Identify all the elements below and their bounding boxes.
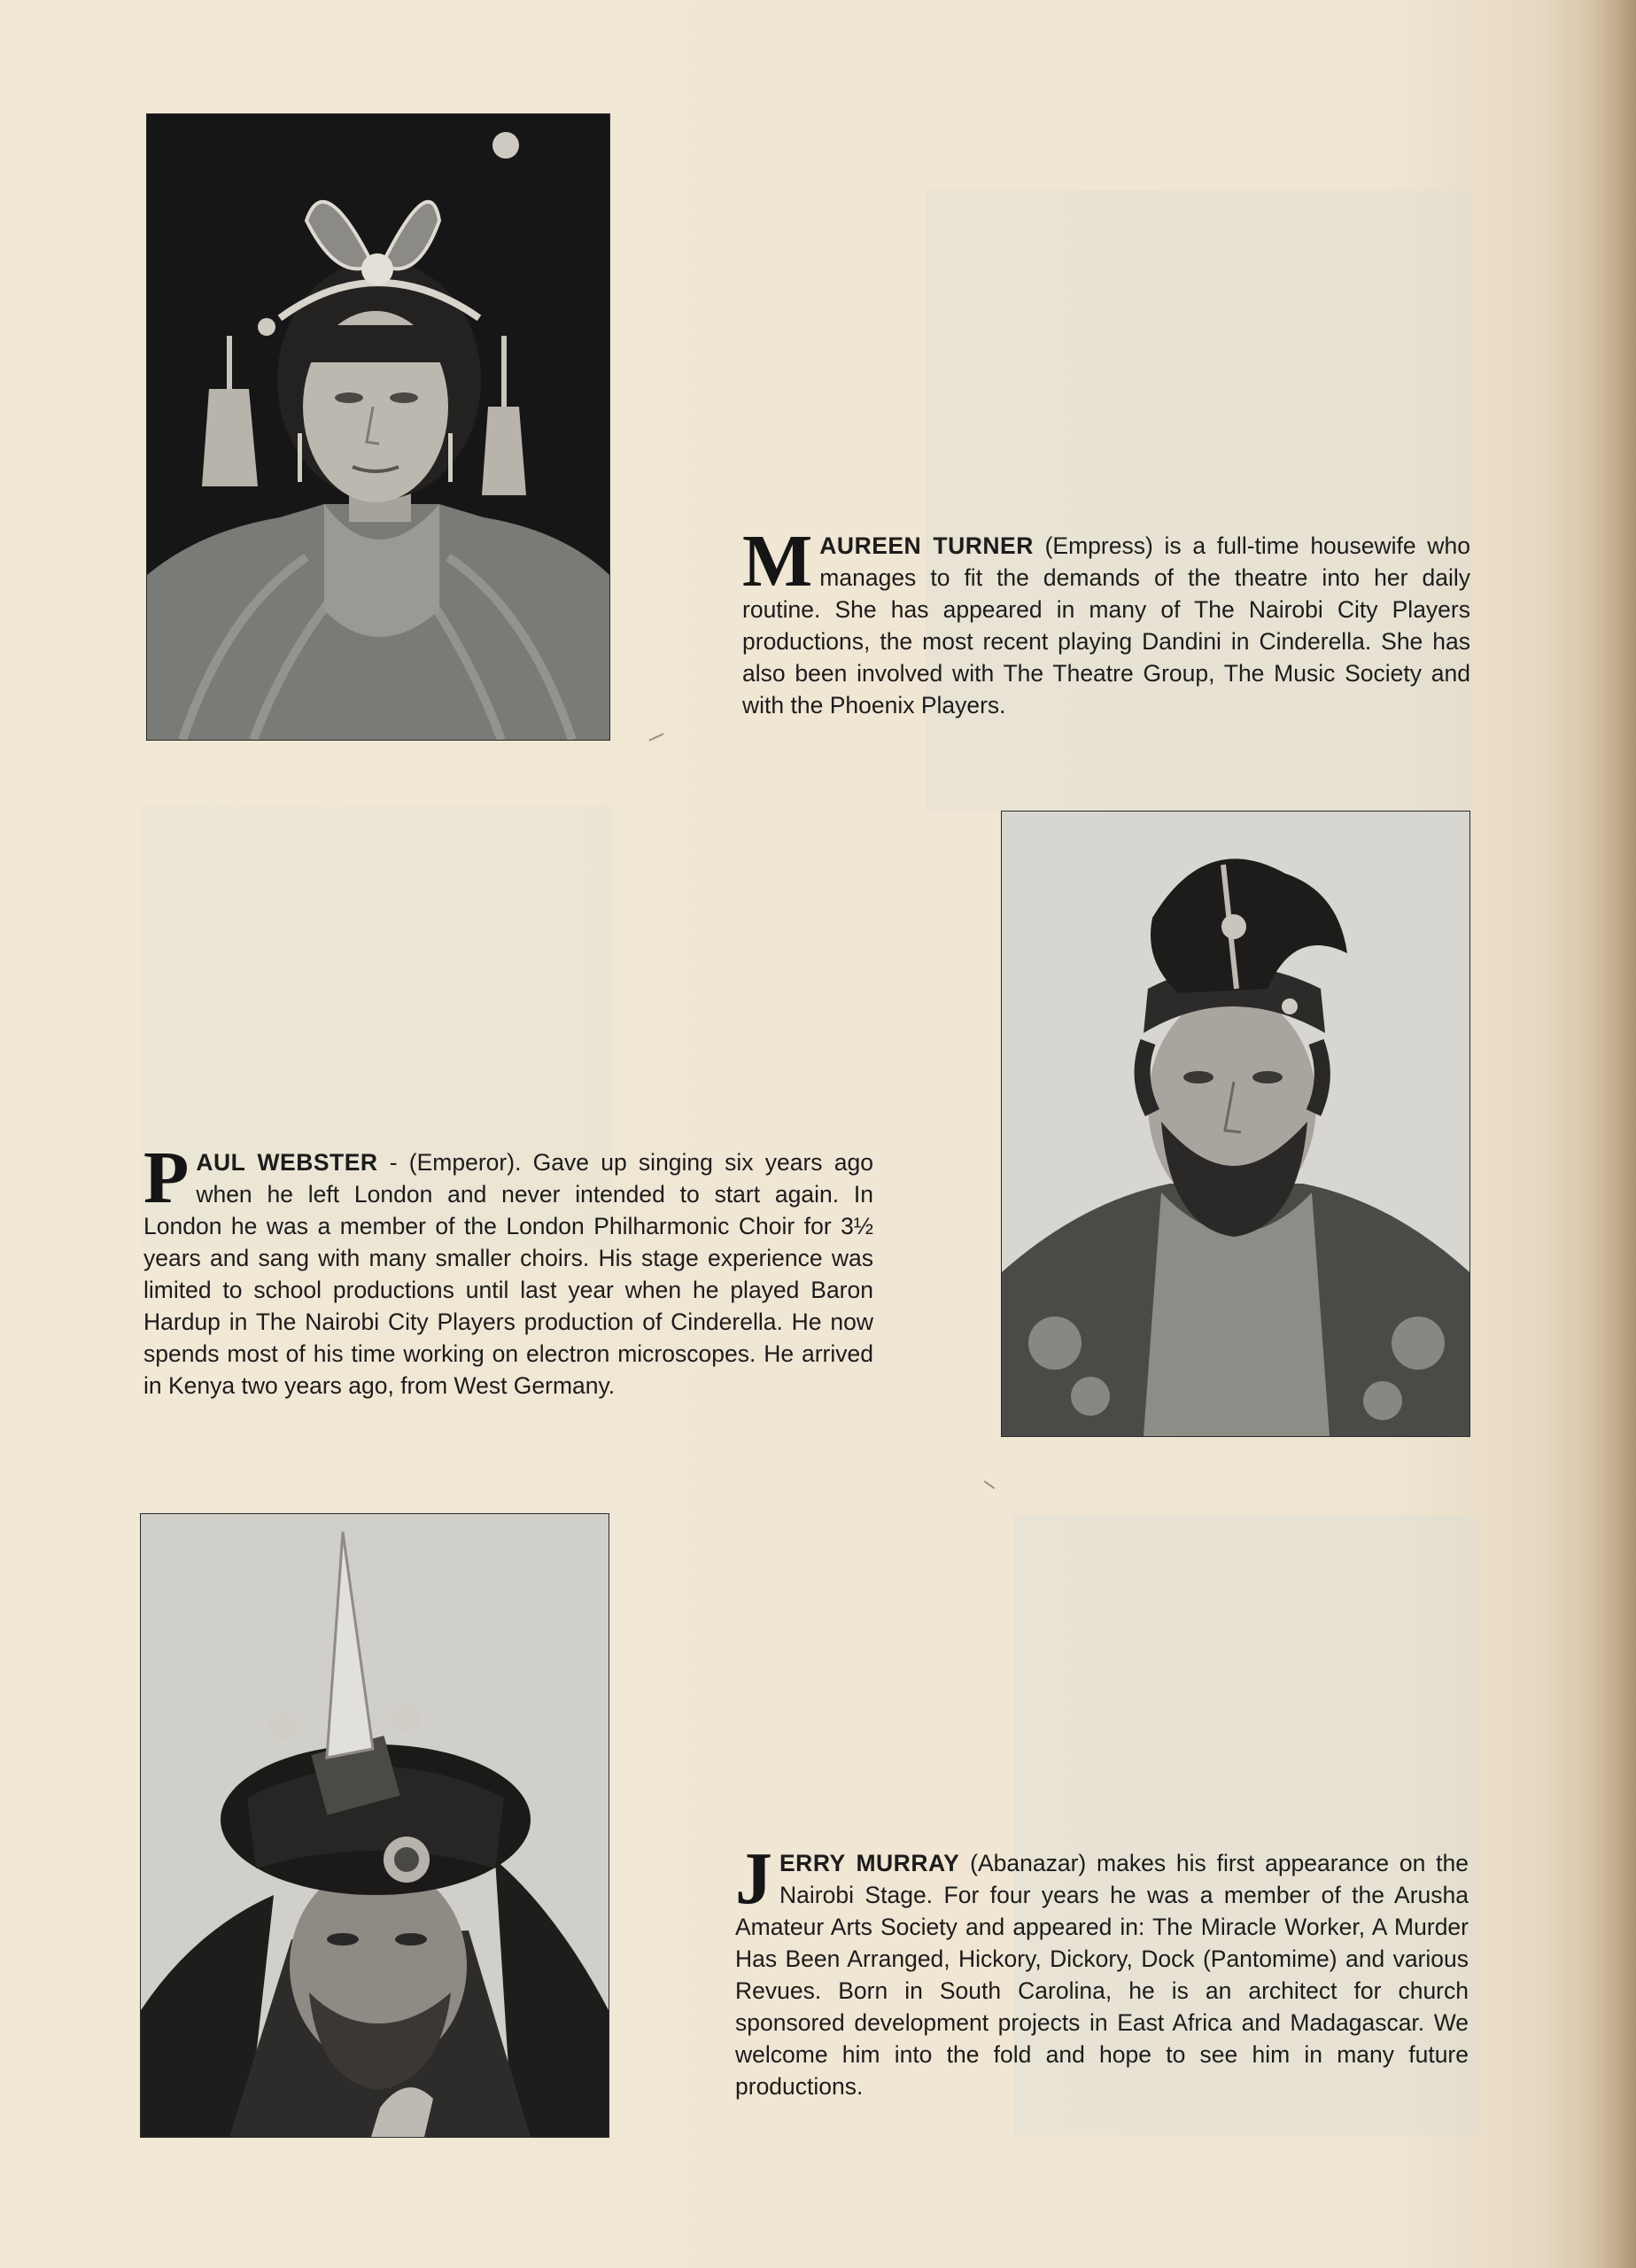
- bio-name-paul-webster: AUL WEBSTER: [196, 1149, 378, 1176]
- photo-paul-webster: [1001, 811, 1470, 1437]
- bio-maureen-turner: [742, 520, 1470, 721]
- paper-mark: [648, 733, 663, 741]
- bio-name-maureen-turner: AUREEN TURNER: [819, 532, 1034, 559]
- bio-name-jerry-murray: ERRY MURRAY: [779, 1850, 960, 1876]
- bio-text-jerry-murray: (Abanazar) makes his first appearance on the Nairobi Stage. For four years he was a member of the Arusha Amateur Arts Society and appeared in: The Miracle Worker, A Murder Has Been Arranged, Hickory, Dickory, Dock (Pantomime) and various Revues. Born in South Carolina, he is an architect for church sponsored development projects in East Africa and Madagascar. We welcome him into the fold and hope to see him in many future productions.: [735, 1850, 1469, 2100]
- dropcap-j: J: [735, 1837, 772, 1920]
- dropcap-p: P: [143, 1137, 190, 1219]
- bio-paul-webster: [143, 1137, 873, 1402]
- dropcap-m: M: [742, 520, 813, 602]
- page-fold-shadow: [1590, 0, 1636, 2268]
- bio-jerry-murray: [735, 1837, 1469, 2102]
- photo-jerry-murray: [140, 1513, 609, 2138]
- bio-text-paul-webster: - (Emperor). Gave up singing six years ago when he left London and never intended to start again. In London he was a member of the London Philharmonic Choir for 3½ years and sang with many smaller choirs. His stage experience was limited to school productions until last year when he played Baron Hardup in The Nairobi City Players production of Cinderella. He now spends most of his time working on electron microscopes. He arrived in Kenya two years ago, from West Germany.: [143, 1149, 873, 1399]
- photo-maureen-turner: [146, 113, 610, 741]
- paper-mark: [984, 1480, 996, 1489]
- bio-text-maureen-turner: (Empress) is a full-time housewife who manages to fit the demands of the theatre into her daily routine. She has appeared in many of The Nairobi City Players productions, the most recent playing Dandini in Cinderella. She has also been involved with The Theatre Group, The Music Society and with the Phoenix Players.: [742, 532, 1470, 718]
